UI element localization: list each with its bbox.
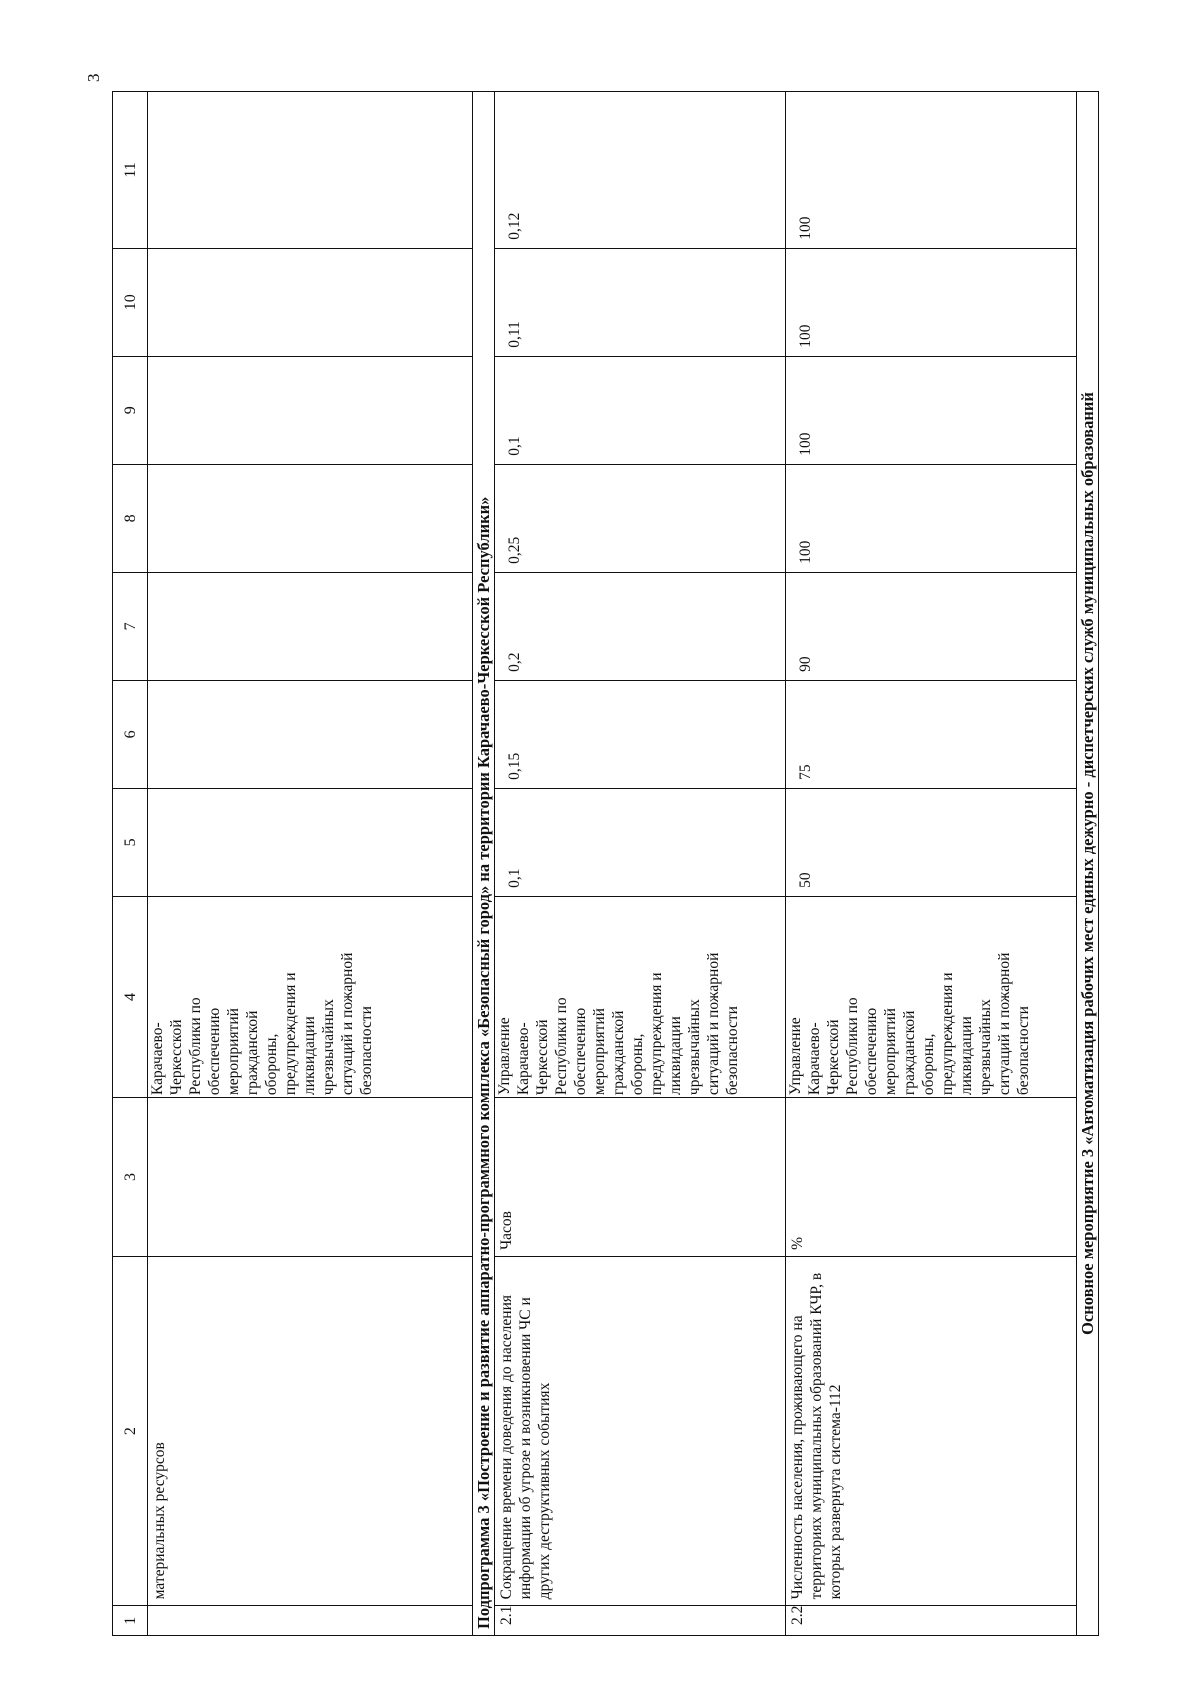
rotated-table-container [112,91,1097,1636]
page-number: 3 [84,73,103,82]
section-header-row [473,92,495,1636]
column-number: 10 [113,248,148,356]
indicators-table [112,91,1099,1636]
table-row [148,92,473,1636]
unit-cell: % [786,1098,1077,1257]
value-cell: 0,11 [495,248,786,356]
value-cell [148,680,473,788]
column-number-row [113,92,148,1636]
value-cell: 100 [786,248,1077,356]
value-cell: 0,12 [495,92,786,249]
value-cell: 100 [786,92,1077,249]
indicator-name-cell: Численность населения, проживающего на территориях муниципальных образований КЧР, в которых развернута система-112 [786,1256,1077,1605]
value-cell: 0,1 [495,356,786,464]
row-number-cell: 2.1 [495,1606,786,1636]
column-number: 8 [113,464,148,572]
value-cell [148,788,473,896]
indicator-name-cell: Сокращение времени доведения до населения информации об угрозе и возникновении ЧС и других деструктивных событиях [495,1256,786,1605]
indicator-name-cell: материальных ресурсов [148,1256,473,1605]
responsible-cell: Управление Карачаево- Черкесской Республики по обеспечению мероприятий гражданской обороны, предупреждения и ликвидации чрезвычайных ситуаций и пожарной безопасности [495,896,786,1097]
column-number: 11 [113,92,148,249]
value-cell [148,464,473,572]
value-cell: 100 [786,356,1077,464]
column-number: 9 [113,356,148,464]
subprogram-title: Подпрограмма 3 «Построение и развитие аппаратно-программного комплекса «Безопасный город» на территории Карачаево-Черкесской Республики» [473,92,495,1636]
value-cell: 0,15 [495,680,786,788]
responsible-cell: Карачаево- Черкесской Республики по обеспечению мероприятий гражданской обороны, предупреждения и ликвидации чрезвычайных ситуаций и пожарной безопасности [148,896,473,1097]
column-number: 1 [113,1606,148,1636]
value-cell [148,92,473,249]
column-number: 3 [113,1098,148,1257]
row-number-cell: 2.2 [786,1606,1077,1636]
column-number: 2 [113,1256,148,1605]
unit-cell [148,1098,473,1257]
main-activity-title: Основное мероприятие 3 «Автоматизация рабочих мест единых дежурно - диспетчерских служб муниципальных образований [1077,92,1099,1636]
unit-cell: Часов [495,1098,786,1257]
value-cell [148,248,473,356]
column-number: 7 [113,572,148,680]
column-number: 4 [113,896,148,1097]
value-cell: 0,1 [495,788,786,896]
value-cell: 0,2 [495,572,786,680]
value-cell: 100 [786,464,1077,572]
value-cell: 0,25 [495,464,786,572]
value-cell [148,356,473,464]
column-number: 5 [113,788,148,896]
table-row [495,92,786,1636]
value-cell: 90 [786,572,1077,680]
value-cell: 50 [786,788,1077,896]
row-number-cell [148,1606,473,1636]
column-number: 6 [113,680,148,788]
responsible-cell: Управление Карачаево- Черкесской Республики по обеспечению мероприятий гражданской обороны, предупреждения и ликвидации чрезвычайных ситуаций и пожарной безопасности [786,896,1077,1097]
table-row [786,92,1077,1636]
value-cell [148,572,473,680]
value-cell: 75 [786,680,1077,788]
section-header-row [1077,92,1099,1636]
